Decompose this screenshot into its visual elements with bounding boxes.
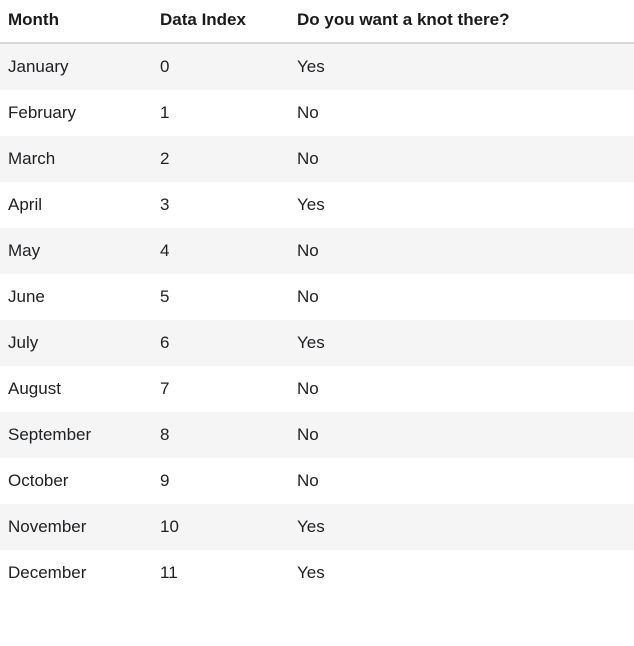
table-header	[0, 0, 634, 43]
table-row	[0, 228, 634, 274]
cell-knot-answer: No	[289, 136, 634, 182]
cell-month: October	[0, 458, 152, 504]
column-header-month: Month	[0, 0, 152, 43]
table-row	[0, 504, 634, 550]
cell-month: April	[0, 182, 152, 228]
table-header-row	[0, 0, 634, 43]
cell-data-index: 4	[152, 228, 289, 274]
cell-data-index: 0	[152, 43, 289, 90]
cell-month: May	[0, 228, 152, 274]
cell-knot-answer: Yes	[289, 550, 634, 596]
cell-month: November	[0, 504, 152, 550]
table-row	[0, 136, 634, 182]
cell-month: September	[0, 412, 152, 458]
table-row	[0, 274, 634, 320]
cell-data-index: 7	[152, 366, 289, 412]
cell-data-index: 3	[152, 182, 289, 228]
column-header-data-index: Data Index	[152, 0, 289, 43]
table-row	[0, 366, 634, 412]
table-row	[0, 458, 634, 504]
table-body	[0, 43, 634, 596]
cell-knot-answer: Yes	[289, 504, 634, 550]
table-row	[0, 43, 634, 90]
table-row	[0, 412, 634, 458]
cell-knot-answer: Yes	[289, 182, 634, 228]
cell-month: June	[0, 274, 152, 320]
cell-month: July	[0, 320, 152, 366]
cell-knot-answer: Yes	[289, 320, 634, 366]
cell-month: February	[0, 90, 152, 136]
column-header-knot-question: Do you want a knot there?	[289, 0, 634, 43]
cell-month: March	[0, 136, 152, 182]
cell-knot-answer: No	[289, 90, 634, 136]
cell-data-index: 8	[152, 412, 289, 458]
cell-month: August	[0, 366, 152, 412]
cell-knot-answer: No	[289, 274, 634, 320]
cell-knot-answer: No	[289, 366, 634, 412]
cell-knot-answer: No	[289, 412, 634, 458]
cell-month: December	[0, 550, 152, 596]
cell-knot-answer: No	[289, 458, 634, 504]
cell-data-index: 1	[152, 90, 289, 136]
cell-month: January	[0, 43, 152, 90]
table-row	[0, 182, 634, 228]
cell-knot-answer: Yes	[289, 43, 634, 90]
cell-data-index: 6	[152, 320, 289, 366]
cell-data-index: 2	[152, 136, 289, 182]
cell-data-index: 9	[152, 458, 289, 504]
cell-data-index: 11	[152, 550, 289, 596]
table-row	[0, 90, 634, 136]
cell-data-index: 5	[152, 274, 289, 320]
table-row	[0, 320, 634, 366]
cell-data-index: 10	[152, 504, 289, 550]
table-row	[0, 550, 634, 596]
cell-knot-answer: No	[289, 228, 634, 274]
